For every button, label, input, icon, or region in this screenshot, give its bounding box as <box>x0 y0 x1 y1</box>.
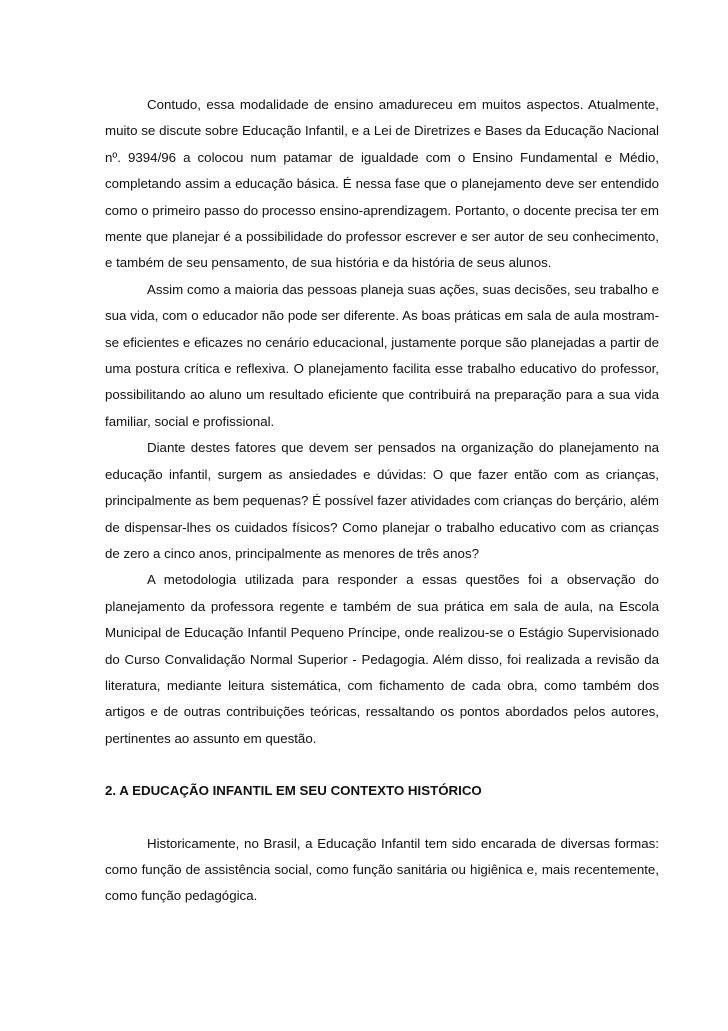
body-paragraph-2: Assim como a maioria das pessoas planeja suas ações, suas decisões, seu trabalho e sua vida, com o educador não pode ser diferente. As boas práticas em sala de aula mostram-se eficientes e eficazes no cenário educacional, justamente porque são planejadas a partir de uma postura crítica e reflexiva. O planejamento facilita esse trabalho educativo do professor, possibilitando ao aluno um resultado eficiente que contribuirá na preparação para a sua vida familiar, social e profissional. <box>105 281 659 429</box>
section-paragraph-1: Historicamente, no Brasil, a Educação Infantil tem sido encarada de diversas formas: como função de assistência social, como função sanitária ou higiênica e, mais recentemente, como função pedagógica. <box>105 835 659 904</box>
section-heading: 2. A EDUCAÇÃO INFANTIL EM SEU CONTEXTO HISTÓRICO <box>105 783 482 799</box>
body-paragraph-4: A metodologia utilizada para responder a essas questões foi a observação do planejamento da professora regente e também de sua prática em sala de aula, na Escola Municipal de Educação Infantil Pequeno Príncipe, onde realizou-se o Estágio Supervisionado do Curso Convalidação Normal Superior - Pedagogia. Além disso, foi realizada a revisão da literatura, mediante leitura sistemática, com fichamento de cada obra, como também dos artigos e de outras contribuições teóricas, ressaltando os pontos abordados pelos autores, pertinentes ao assunto em questão. <box>105 572 659 746</box>
body-paragraph-3: Diante destes fatores que devem ser pensados na organização do planejamento na educação infantil, surgem as ansiedades e dúvidas: O que fazer então com as crianças, principalmente as bem pequenas? É possível fazer atividades com crianças do berçário, além de dispensar-lhes os cuidados físicos? Como planejar o trabalho educativo com as crianças de zero a cinco anos, principalmente as menores de três anos? <box>105 440 659 561</box>
document-page <box>105 92 659 910</box>
body-paragraph-1: Contudo, essa modalidade de ensino amadureceu em muitos aspectos. Atualmente, muito se discute sobre Educação Infantil, e a Lei de Diretrizes e Bases da Educação Nacional nº. 9394/96 a colocou num patamar de igualdade com o Ensino Fundamental e Médio, completando assim a educação básica. É nessa fase que o planejamento deve ser entendido como o primeiro passo do processo ensino-aprendizagem. Portanto, o docente precisa ter em mente que planejar é a possibilidade do professor escrever e ser autor de seu conhecimento, e também de seu pensamento, de sua história e da história de seus alunos. <box>105 97 659 271</box>
